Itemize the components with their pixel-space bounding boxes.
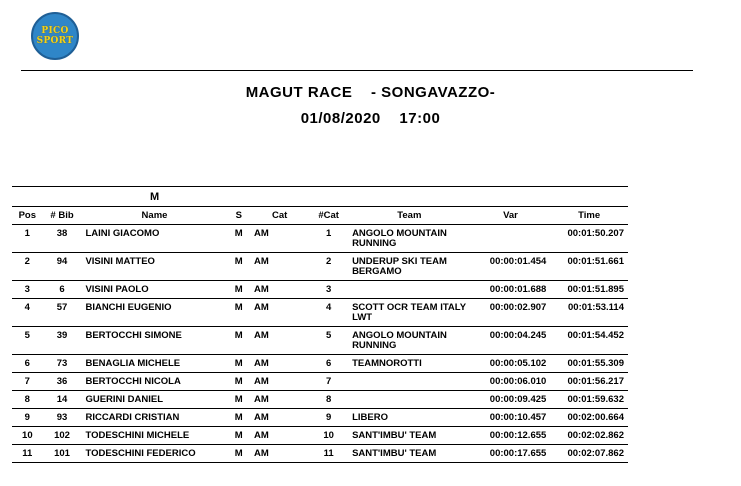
cell-time: 00:01:53.114 xyxy=(550,299,628,327)
cell-pos: 11 xyxy=(12,445,43,463)
table-row xyxy=(12,225,628,253)
cell-sex: M xyxy=(228,299,250,327)
cell-cat: AM xyxy=(250,445,309,463)
group-header-row xyxy=(12,187,628,207)
table-row xyxy=(12,391,628,409)
cell-bib: 101 xyxy=(43,445,82,463)
cell-cat-rank: 7 xyxy=(309,373,348,391)
cell-cat: AM xyxy=(250,327,309,355)
cell-time: 00:01:59.632 xyxy=(550,391,628,409)
results-table xyxy=(12,186,628,463)
cell-cat-rank: 5 xyxy=(309,327,348,355)
cell-sex: M xyxy=(228,253,250,281)
cell-cat: AM xyxy=(250,391,309,409)
cell-team: ANGOLO MOUNTAIN RUNNING xyxy=(348,327,471,355)
cell-sex: M xyxy=(228,355,250,373)
cell-time: 00:02:07.862 xyxy=(550,445,628,463)
results-body xyxy=(12,225,628,463)
cell-gap: 00:00:05.102 xyxy=(471,355,551,373)
cell-bib: 93 xyxy=(43,409,82,427)
table-row xyxy=(12,253,628,281)
cell-gap: 00:00:06.010 xyxy=(471,373,551,391)
cell-pos: 1 xyxy=(12,225,43,253)
cell-pos: 2 xyxy=(12,253,43,281)
logo-text-line2: SPORT xyxy=(36,36,74,46)
cell-cat-rank: 1 xyxy=(309,225,348,253)
header-divider xyxy=(21,70,693,71)
race-title: MAGUT RACE - SONGAVAZZO- xyxy=(245,84,496,101)
cell-name: BERTOCCHI NICOLA xyxy=(81,373,227,391)
col-header-team: Team xyxy=(348,207,471,225)
cell-cat-rank: 10 xyxy=(309,427,348,445)
cell-time: 00:01:54.452 xyxy=(550,327,628,355)
cell-time: 00:01:55.309 xyxy=(550,355,628,373)
cell-name: LAINI GIACOMO xyxy=(81,225,227,253)
cell-cat-rank: 3 xyxy=(309,281,348,299)
cell-name: BENAGLIA MICHELE xyxy=(81,355,227,373)
cell-cat: AM xyxy=(250,281,309,299)
table-row xyxy=(12,327,628,355)
col-header-name: Name xyxy=(81,207,227,225)
cell-sex: M xyxy=(228,225,250,253)
cell-pos: 10 xyxy=(12,427,43,445)
table-row xyxy=(12,373,628,391)
cell-sex: M xyxy=(228,409,250,427)
cell-time: 00:01:51.895 xyxy=(550,281,628,299)
cell-gap: 00:00:02.907 xyxy=(471,299,551,327)
cell-gap: 00:00:12.655 xyxy=(471,427,551,445)
cell-team xyxy=(348,391,471,409)
cell-time: 00:01:56.217 xyxy=(550,373,628,391)
cell-gap: 00:00:17.655 xyxy=(471,445,551,463)
col-header-bib: # Bib xyxy=(43,207,82,225)
cell-team: SANT'IMBU' TEAM xyxy=(348,427,471,445)
cell-cat-rank: 2 xyxy=(309,253,348,281)
cell-pos: 3 xyxy=(12,281,43,299)
cell-cat-rank: 8 xyxy=(309,391,348,409)
cell-cat: AM xyxy=(250,355,309,373)
cell-cat-rank: 9 xyxy=(309,409,348,427)
race-datetime: 01/08/2020 17:00 xyxy=(300,110,441,127)
cell-sex: M xyxy=(228,391,250,409)
cell-sex: M xyxy=(228,327,250,355)
cell-sex: M xyxy=(228,445,250,463)
cell-name: TODESCHINI MICHELE xyxy=(81,427,227,445)
cell-cat: AM xyxy=(250,299,309,327)
cell-pos: 4 xyxy=(12,299,43,327)
col-header-sex: S xyxy=(228,207,250,225)
cell-name: VISINI PAOLO xyxy=(81,281,227,299)
cell-pos: 5 xyxy=(12,327,43,355)
cell-name: BERTOCCHI SIMONE xyxy=(81,327,227,355)
cell-name: TODESCHINI FEDERICO xyxy=(81,445,227,463)
logo-text-line1: PICO xyxy=(41,26,69,36)
cell-bib: 94 xyxy=(43,253,82,281)
cell-bib: 102 xyxy=(43,427,82,445)
cell-cat: AM xyxy=(250,427,309,445)
table-row xyxy=(12,445,628,463)
cell-team: ANGOLO MOUNTAIN RUNNING xyxy=(348,225,471,253)
cell-team: TEAMNOROTTI xyxy=(348,355,471,373)
cell-bib: 14 xyxy=(43,391,82,409)
cell-name: BIANCHI EUGENIO xyxy=(81,299,227,327)
cell-name: GUERINI DANIEL xyxy=(81,391,227,409)
cell-time: 00:02:02.862 xyxy=(550,427,628,445)
cell-name: VISINI MATTEO xyxy=(81,253,227,281)
cell-team: SCOTT OCR TEAM ITALY LWT xyxy=(348,299,471,327)
cell-bib: 36 xyxy=(43,373,82,391)
cell-cat: AM xyxy=(250,225,309,253)
table-row xyxy=(12,281,628,299)
table-row xyxy=(12,355,628,373)
cell-bib: 6 xyxy=(43,281,82,299)
pico-sport-logo xyxy=(31,12,79,60)
cell-team xyxy=(348,281,471,299)
cell-time: 00:02:00.664 xyxy=(550,409,628,427)
cell-gap: 00:00:04.245 xyxy=(471,327,551,355)
cell-team: LIBERO xyxy=(348,409,471,427)
cell-bib: 73 xyxy=(43,355,82,373)
cell-name: RICCARDI CRISTIAN xyxy=(81,409,227,427)
table-row xyxy=(12,299,628,327)
cell-time: 00:01:50.207 xyxy=(550,225,628,253)
cell-pos: 9 xyxy=(12,409,43,427)
cell-gap: 00:00:01.454 xyxy=(471,253,551,281)
cell-cat-rank: 6 xyxy=(309,355,348,373)
cell-sex: M xyxy=(228,427,250,445)
cell-bib: 39 xyxy=(43,327,82,355)
cell-cat: AM xyxy=(250,253,309,281)
cell-pos: 8 xyxy=(12,391,43,409)
table-row xyxy=(12,427,628,445)
col-header-pos: Pos xyxy=(12,207,43,225)
cell-gap xyxy=(471,225,551,253)
cell-pos: 6 xyxy=(12,355,43,373)
cell-bib: 57 xyxy=(43,299,82,327)
cell-bib: 38 xyxy=(43,225,82,253)
cell-gap: 00:00:09.425 xyxy=(471,391,551,409)
cell-cat-rank: 4 xyxy=(309,299,348,327)
col-header-cat-rank: #Cat xyxy=(309,207,348,225)
cell-team xyxy=(348,373,471,391)
cell-team: UNDERUP SKI TEAM BERGAMO xyxy=(348,253,471,281)
column-header-row xyxy=(12,207,628,225)
group-label: M xyxy=(12,187,628,207)
cell-sex: M xyxy=(228,373,250,391)
table-row xyxy=(12,409,628,427)
cell-gap: 00:00:01.688 xyxy=(471,281,551,299)
cell-gap: 00:00:10.457 xyxy=(471,409,551,427)
cell-cat: AM xyxy=(250,373,309,391)
cell-sex: M xyxy=(228,281,250,299)
cell-cat: AM xyxy=(250,409,309,427)
cell-cat-rank: 11 xyxy=(309,445,348,463)
col-header-time: Time xyxy=(550,207,628,225)
cell-team: SANT'IMBU' TEAM xyxy=(348,445,471,463)
cell-pos: 7 xyxy=(12,373,43,391)
col-header-gap: Var xyxy=(471,207,551,225)
col-header-cat: Cat xyxy=(250,207,309,225)
cell-time: 00:01:51.661 xyxy=(550,253,628,281)
